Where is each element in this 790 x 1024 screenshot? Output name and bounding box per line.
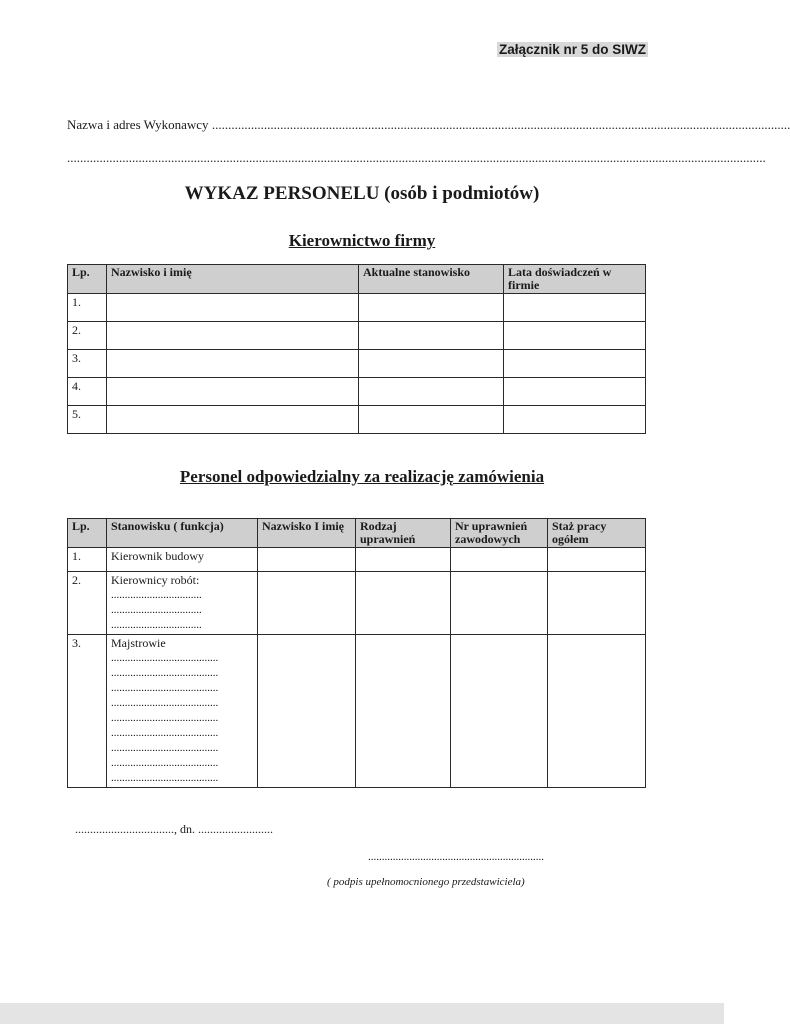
function-cell [107, 635, 258, 788]
name-cell[interactable] [107, 294, 359, 322]
function-label: Kierownik budowy [111, 549, 204, 563]
license-type-cell[interactable] [356, 572, 451, 635]
section1-title: Kierownictwo firmy [288, 231, 436, 250]
row-number: 2. [68, 322, 107, 350]
position-cell[interactable] [359, 406, 504, 434]
header-license-type: Rodzaj uprawnień [356, 519, 451, 548]
fill-line[interactable]: ....................................... [111, 742, 219, 754]
annex-label: Załącznik nr 5 do SIWZ [498, 42, 646, 57]
experience-cell[interactable] [504, 294, 646, 322]
table-row [68, 322, 646, 350]
name-cell[interactable] [107, 350, 359, 378]
management-table [67, 264, 646, 434]
fill-line[interactable]: ....................................... [111, 757, 219, 769]
name-cell[interactable] [258, 548, 356, 572]
contractor-address-line: ....................................................................................................................................................................................................................... [67, 150, 766, 165]
date-prefix: dn. [180, 822, 195, 836]
signature-line[interactable]: ................................................................ [368, 851, 544, 863]
experience-cell[interactable] [504, 350, 646, 378]
name-cell[interactable] [258, 572, 356, 635]
position-cell[interactable] [359, 350, 504, 378]
header-lp: Lp. [68, 519, 107, 548]
function-label: Majstrowie [111, 636, 166, 650]
header-lp: Lp. [68, 265, 107, 294]
row-number: 1. [68, 294, 107, 322]
row-number: 1. [68, 548, 107, 572]
row-number: 3. [68, 350, 107, 378]
table-header-row [68, 265, 646, 294]
header-license-number: Nr uprawnień zawodowych [451, 519, 548, 548]
license-number-cell[interactable] [451, 572, 548, 635]
fill-line[interactable]: ....................................... [111, 712, 219, 724]
position-cell[interactable] [359, 322, 504, 350]
function-cell [107, 572, 258, 635]
license-type-cell[interactable] [356, 548, 451, 572]
contractor-label: Nazwa i adres Wykonawcy [67, 117, 209, 132]
contractor-field: Nazwa i adres Wykonawcy .................................................................................................................................................................................. [67, 117, 790, 132]
row-number: 2. [68, 572, 107, 635]
fill-line[interactable]: ....................................... [111, 652, 219, 664]
fill-line[interactable]: ....................................... [111, 772, 219, 784]
signature-label: ( podpis upełnomocnionego przedstawiciela) [327, 876, 525, 888]
fill-line[interactable]: ....................................... [111, 697, 219, 709]
table-row [68, 378, 646, 406]
license-number-cell[interactable] [451, 548, 548, 572]
fill-line[interactable]: ....................................... [111, 667, 219, 679]
function-cell [107, 548, 258, 572]
experience-cell[interactable] [548, 635, 646, 788]
name-cell[interactable] [107, 322, 359, 350]
table-row [68, 294, 646, 322]
table-row [68, 635, 646, 788]
personnel-table [67, 518, 646, 788]
document-title: WYKAZ PERSONELU (osób i podmiotów) [184, 183, 540, 204]
header-name: Nazwisko i imię [107, 265, 359, 294]
function-label: Kierownicy robót: [111, 573, 200, 587]
row-number: 3. [68, 635, 107, 788]
license-type-cell[interactable] [356, 635, 451, 788]
position-cell[interactable] [359, 294, 504, 322]
header-work-experience: Staż pracy ogółem [548, 519, 646, 548]
header-function: Stanowisku ( funkcja) [107, 519, 258, 548]
fill-line[interactable]: ................................. [111, 619, 202, 631]
experience-cell[interactable] [548, 548, 646, 572]
section2-title: Personel odpowiedzialny za realizację zamówienia [179, 467, 545, 486]
row-number: 4. [68, 378, 107, 406]
table-row [68, 572, 646, 635]
page-bottom-edge [0, 1003, 724, 1024]
header-experience: Lata doświadczeń w firmie [504, 265, 646, 294]
row-number: 5. [68, 406, 107, 434]
fill-line[interactable]: ....................................... [111, 682, 219, 694]
fill-line[interactable]: ................................. [111, 604, 202, 616]
experience-cell[interactable] [504, 378, 646, 406]
table-row [68, 406, 646, 434]
experience-cell[interactable] [504, 406, 646, 434]
experience-cell[interactable] [548, 572, 646, 635]
place-date-line[interactable]: ................................., dn. ......................... [75, 822, 273, 836]
header-name: Nazwisko I imię [258, 519, 356, 548]
table-header-row [68, 519, 646, 548]
name-cell[interactable] [258, 635, 356, 788]
experience-cell[interactable] [504, 322, 646, 350]
table-row [68, 350, 646, 378]
table-row [68, 548, 646, 572]
license-number-cell[interactable] [451, 635, 548, 788]
name-cell[interactable] [107, 406, 359, 434]
fill-line[interactable]: ....................................... [111, 727, 219, 739]
fill-line[interactable]: ................................. [111, 589, 202, 601]
name-cell[interactable] [107, 378, 359, 406]
position-cell[interactable] [359, 378, 504, 406]
header-position: Aktualne stanowisko [359, 265, 504, 294]
